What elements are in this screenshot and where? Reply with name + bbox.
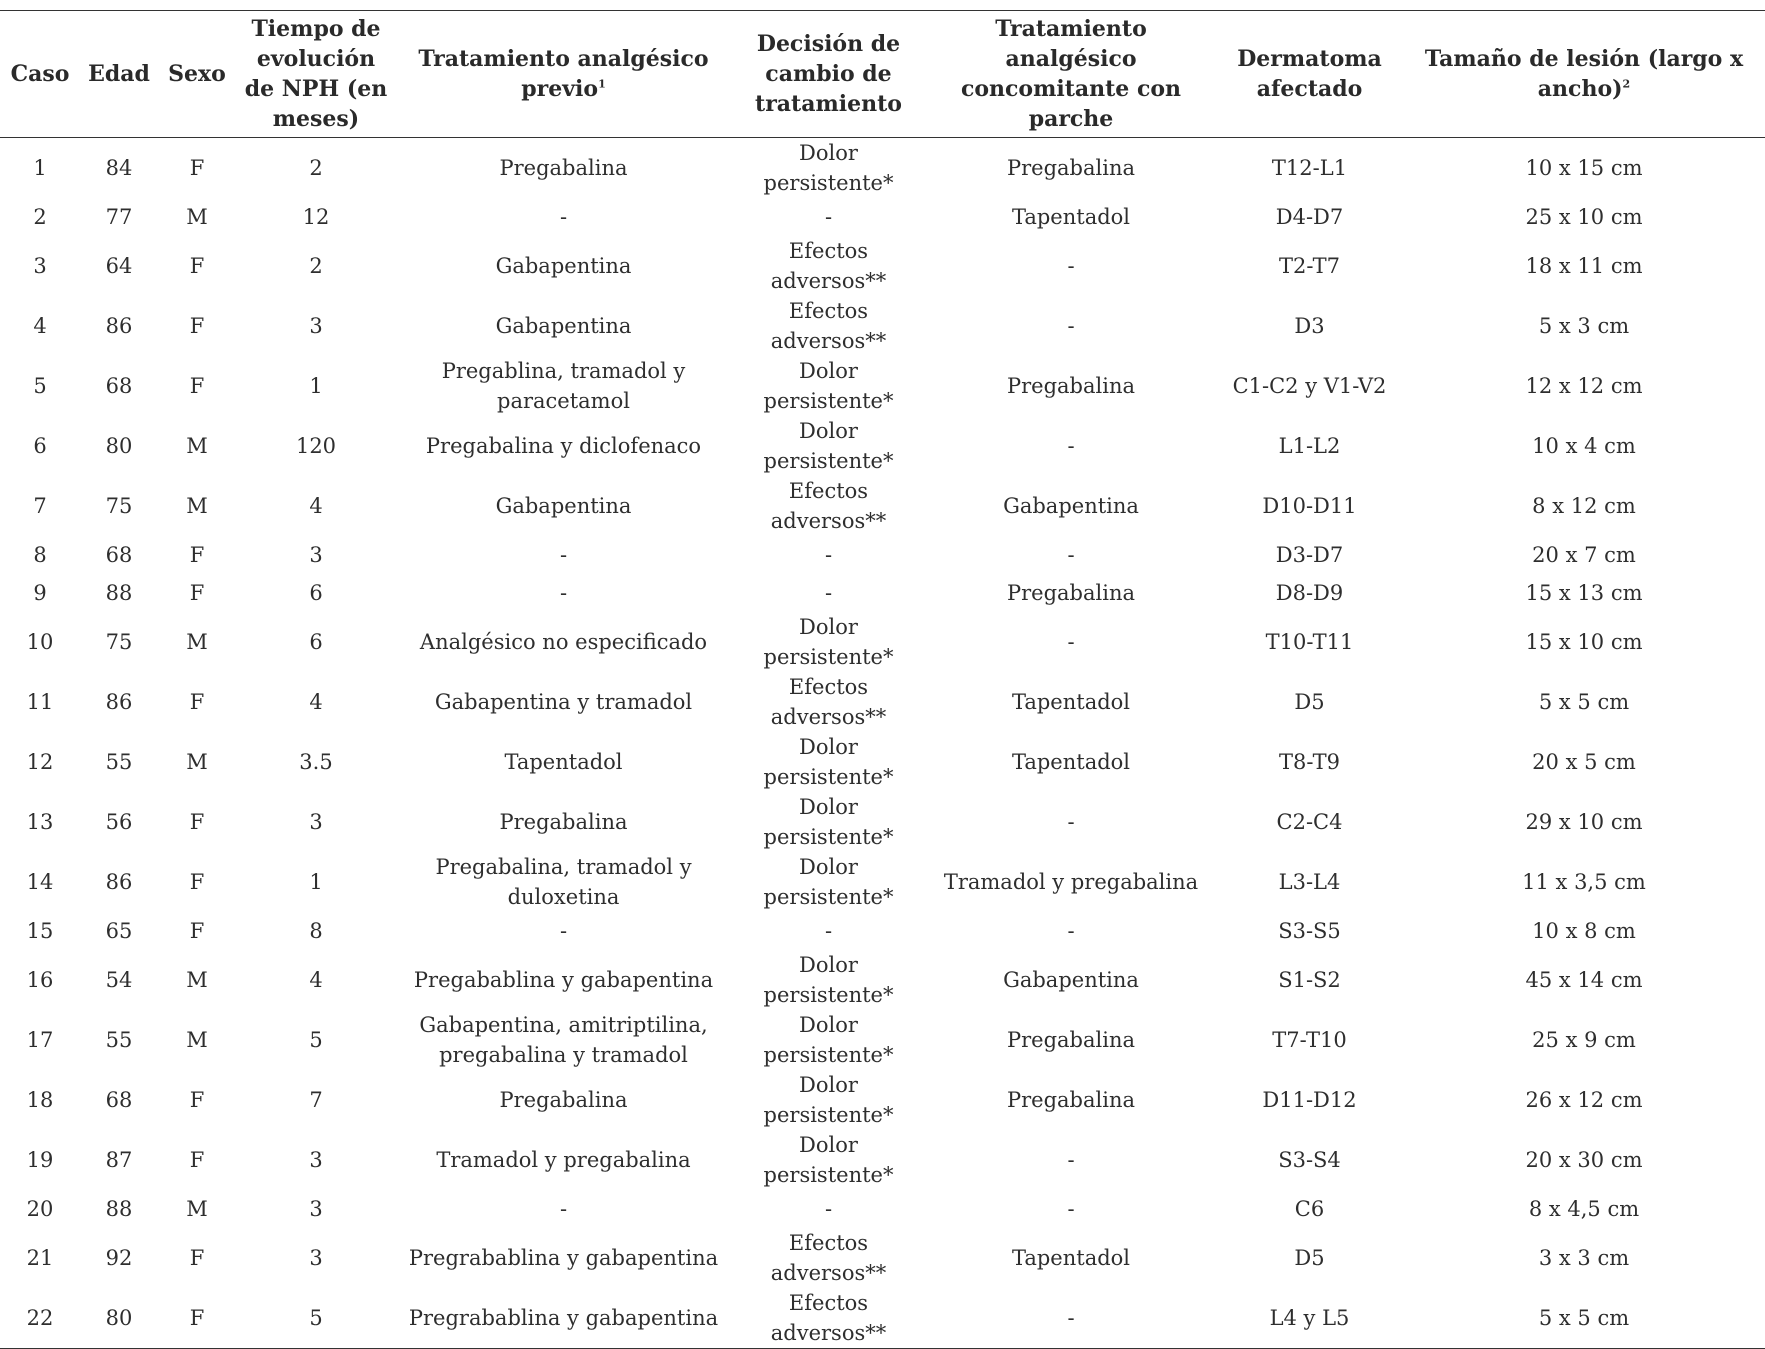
cell-concomitante: Pregabalina bbox=[1007, 1088, 1135, 1112]
table-row bbox=[0, 852, 1765, 912]
cell-dermatoma: C2-C4 bbox=[1276, 810, 1343, 834]
cell-tiempo: 2 bbox=[309, 254, 323, 278]
cell-concomitante: Pregabalina bbox=[1007, 581, 1135, 605]
cell-sexo: F bbox=[189, 1148, 205, 1172]
cell-caso: 18 bbox=[26, 1088, 54, 1112]
cell-sexo: F bbox=[189, 543, 205, 567]
cell-caso: 12 bbox=[26, 750, 54, 774]
table-row bbox=[0, 1190, 1765, 1228]
cell-concomitante: Tapentadol bbox=[1011, 205, 1131, 229]
cell-tratamiento-previo: Gabapentina bbox=[495, 494, 632, 518]
cell-sexo: F bbox=[189, 156, 205, 180]
cell-sexo: M bbox=[186, 750, 208, 774]
table-body bbox=[0, 138, 1765, 1349]
cell-sexo: M bbox=[186, 494, 208, 518]
cell-caso: 2 bbox=[33, 205, 47, 229]
header-tratamiento-previo bbox=[396, 11, 731, 138]
header-row bbox=[0, 11, 1765, 138]
cell-decision: Efectos adversos** bbox=[770, 479, 887, 533]
cell-edad: 77 bbox=[105, 205, 133, 229]
table-row bbox=[0, 198, 1765, 236]
header-tratamiento-previo-label: Tratamiento analgésico previo bbox=[418, 46, 709, 102]
cell-edad: 88 bbox=[105, 581, 133, 605]
cell-concomitante: Pregabalina bbox=[1007, 374, 1135, 398]
cell-sexo: F bbox=[189, 919, 205, 943]
header-dermatoma: Dermatoma afectado bbox=[1237, 46, 1382, 102]
cell-tiempo: 120 bbox=[295, 434, 337, 458]
table-row bbox=[0, 912, 1765, 950]
table-row bbox=[0, 536, 1765, 574]
header-tamano-label: Tamaño de lesión (largo x ancho) bbox=[1424, 46, 1744, 102]
cell-dermatoma: L3-L4 bbox=[1278, 870, 1341, 894]
cell-tamano: 29 x 10 cm bbox=[1525, 810, 1643, 834]
cell-caso: 15 bbox=[26, 919, 54, 943]
cell-tamano: 5 x 3 cm bbox=[1538, 314, 1630, 338]
cell-tamano: 3 x 3 cm bbox=[1538, 1246, 1630, 1270]
cell-sexo: M bbox=[186, 434, 208, 458]
cell-tamano: 10 x 8 cm bbox=[1532, 919, 1636, 943]
cell-decision: Dolor persistente* bbox=[763, 1013, 894, 1067]
cell-tratamiento-previo: - bbox=[559, 919, 568, 943]
cell-edad: 55 bbox=[105, 1028, 133, 1052]
cell-tamano: 20 x 5 cm bbox=[1532, 750, 1636, 774]
cell-tiempo: 5 bbox=[309, 1306, 323, 1330]
footnote-marker-1: 1 bbox=[598, 77, 606, 91]
cell-tiempo: 3 bbox=[309, 543, 323, 567]
cell-tiempo: 6 bbox=[309, 630, 323, 654]
cell-dermatoma: D3-D7 bbox=[1275, 543, 1344, 567]
cell-tamano: 5 x 5 cm bbox=[1538, 1306, 1630, 1330]
cell-concomitante: Tapentadol bbox=[1011, 750, 1131, 774]
cell-edad: 86 bbox=[105, 314, 133, 338]
cell-sexo: M bbox=[186, 1197, 208, 1221]
cell-decision: Dolor persistente* bbox=[763, 1133, 894, 1187]
cell-dermatoma: D5 bbox=[1294, 1246, 1325, 1270]
cell-sexo: M bbox=[186, 205, 208, 229]
cell-dermatoma: C1-C2 y V1-V2 bbox=[1232, 374, 1387, 398]
cell-tiempo: 6 bbox=[309, 581, 323, 605]
cell-tamano: 12 x 12 cm bbox=[1525, 374, 1643, 398]
cell-sexo: F bbox=[189, 1306, 205, 1330]
table-row bbox=[0, 732, 1765, 792]
table-row bbox=[0, 1228, 1765, 1288]
cell-tratamiento-previo: - bbox=[559, 543, 568, 567]
cell-dermatoma: D4-D7 bbox=[1275, 205, 1344, 229]
cell-dermatoma: D3 bbox=[1294, 314, 1325, 338]
cell-tamano: 20 x 7 cm bbox=[1532, 543, 1636, 567]
cell-concomitante: - bbox=[1067, 1148, 1075, 1172]
cell-concomitante: Gabapentina bbox=[1003, 968, 1139, 992]
table-container bbox=[0, 10, 1765, 1349]
table-row bbox=[0, 416, 1765, 476]
cell-dermatoma: T2-T7 bbox=[1278, 254, 1341, 278]
header-concomitante: Tratamiento analgésico concomitante con parche bbox=[960, 16, 1182, 132]
cell-edad: 84 bbox=[105, 156, 133, 180]
cell-tiempo: 2 bbox=[309, 156, 323, 180]
cell-tamano: 8 x 4,5 cm bbox=[1528, 1197, 1640, 1221]
cell-dermatoma: T10-T11 bbox=[1265, 630, 1354, 654]
cell-sexo: M bbox=[186, 1028, 208, 1052]
cell-sexo: M bbox=[186, 630, 208, 654]
cell-decision: Dolor persistente* bbox=[763, 359, 894, 413]
cell-tamano: 45 x 14 cm bbox=[1525, 968, 1643, 992]
cell-caso: 4 bbox=[33, 314, 47, 338]
cell-dermatoma: L1-L2 bbox=[1278, 434, 1341, 458]
header-tamano bbox=[1403, 11, 1765, 138]
table-row bbox=[0, 1288, 1765, 1349]
cell-tratamiento-previo: Pregabalina bbox=[499, 810, 628, 834]
cell-edad: 80 bbox=[105, 1306, 133, 1330]
cell-concomitante: - bbox=[1067, 1197, 1075, 1221]
cell-caso: 5 bbox=[33, 374, 47, 398]
cell-decision: - bbox=[824, 1197, 833, 1221]
cell-tiempo: 3 bbox=[309, 314, 323, 338]
cell-tamano: 15 x 13 cm bbox=[1525, 581, 1643, 605]
cell-tiempo: 3 bbox=[309, 1148, 323, 1172]
cell-tratamiento-previo: Pregabalina, tramadol y duloxetina bbox=[435, 855, 692, 909]
cell-decision: Dolor persistente* bbox=[763, 735, 894, 789]
cell-sexo: F bbox=[189, 314, 205, 338]
cell-tamano: 10 x 15 cm bbox=[1525, 156, 1643, 180]
cell-sexo: F bbox=[189, 690, 205, 714]
cell-tiempo: 1 bbox=[309, 870, 323, 894]
cell-tratamiento-previo: Gabapentina bbox=[495, 254, 632, 278]
cell-tratamiento-previo: Pregabalina bbox=[499, 156, 628, 180]
cell-tamano: 11 x 3,5 cm bbox=[1522, 870, 1646, 894]
header-edad: Edad bbox=[88, 61, 150, 87]
cell-decision: Dolor persistente* bbox=[763, 795, 894, 849]
table-row bbox=[0, 672, 1765, 732]
cell-edad: 64 bbox=[105, 254, 133, 278]
header-caso: Caso bbox=[10, 61, 70, 87]
table-row bbox=[0, 1010, 1765, 1070]
cell-concomitante: - bbox=[1067, 919, 1075, 943]
table-row bbox=[0, 236, 1765, 296]
table-row bbox=[0, 1070, 1765, 1130]
cell-decision: Dolor persistente* bbox=[763, 419, 894, 473]
table-row bbox=[0, 356, 1765, 416]
cell-tiempo: 8 bbox=[309, 919, 323, 943]
cell-tamano: 20 x 30 cm bbox=[1525, 1148, 1643, 1172]
cell-tratamiento-previo: Pregrabablina y gabapentina bbox=[408, 1306, 719, 1330]
cell-tratamiento-previo: Gabapentina, amitriptilina, pregabalina y tramadol bbox=[419, 1013, 708, 1067]
cell-edad: 68 bbox=[105, 1088, 133, 1112]
cell-caso: 21 bbox=[26, 1246, 54, 1270]
cell-caso: 14 bbox=[26, 870, 54, 894]
cell-decision: Dolor persistente* bbox=[763, 615, 894, 669]
cell-tiempo: 12 bbox=[302, 205, 330, 229]
cell-caso: 8 bbox=[33, 543, 47, 567]
cell-decision: Efectos adversos** bbox=[770, 239, 887, 293]
cell-dermatoma: T8-T9 bbox=[1278, 750, 1341, 774]
cell-concomitante: - bbox=[1067, 630, 1075, 654]
cell-decision: Dolor persistente* bbox=[763, 855, 894, 909]
cell-tratamiento-previo: Tramadol y pregabalina bbox=[436, 1148, 691, 1172]
cell-tratamiento-previo: Pregabalina y diclofenaco bbox=[425, 434, 702, 458]
cell-tratamiento-previo: Pregrabablina y gabapentina bbox=[408, 1246, 719, 1270]
cell-caso: 20 bbox=[26, 1197, 54, 1221]
cell-dermatoma: T7-T10 bbox=[1272, 1028, 1347, 1052]
cell-dermatoma: S1-S2 bbox=[1278, 968, 1341, 992]
cell-dermatoma: S3-S5 bbox=[1278, 919, 1341, 943]
cell-tamano: 10 x 4 cm bbox=[1532, 434, 1636, 458]
cell-tiempo: 4 bbox=[309, 690, 323, 714]
cell-tiempo: 3 bbox=[309, 1197, 323, 1221]
table-row bbox=[0, 1130, 1765, 1190]
cell-tratamiento-previo: - bbox=[559, 205, 568, 229]
header-tiempo: Tiempo de evolución de NPH (en meses) bbox=[244, 16, 388, 132]
cell-dermatoma: T12-L1 bbox=[1271, 156, 1348, 180]
cell-edad: 87 bbox=[105, 1148, 133, 1172]
cell-edad: 65 bbox=[105, 919, 133, 943]
cell-concomitante: Gabapentina bbox=[1003, 494, 1139, 518]
cell-caso: 1 bbox=[33, 156, 47, 180]
cell-dermatoma: D5 bbox=[1294, 690, 1325, 714]
cell-tratamiento-previo: Gabapentina y tramadol bbox=[434, 690, 693, 714]
cell-tratamiento-previo: Tapentadol bbox=[504, 750, 623, 774]
cell-tiempo: 3.5 bbox=[299, 750, 333, 774]
table-row bbox=[0, 476, 1765, 536]
cell-edad: 80 bbox=[105, 434, 133, 458]
cell-tamano: 25 x 9 cm bbox=[1532, 1028, 1636, 1052]
cell-caso: 3 bbox=[33, 254, 47, 278]
cell-decision: Dolor persistente* bbox=[763, 141, 894, 195]
cell-concomitante: - bbox=[1067, 254, 1075, 278]
cell-decision: Efectos adversos** bbox=[770, 675, 887, 729]
cell-decision: Dolor persistente* bbox=[763, 953, 894, 1007]
cell-edad: 75 bbox=[105, 630, 133, 654]
table-header bbox=[0, 11, 1765, 138]
cell-edad: 88 bbox=[105, 1197, 133, 1221]
cell-caso: 10 bbox=[26, 630, 54, 654]
cell-sexo: F bbox=[189, 1088, 205, 1112]
cell-edad: 56 bbox=[105, 810, 133, 834]
cell-caso: 19 bbox=[26, 1148, 54, 1172]
cell-dermatoma: D8-D9 bbox=[1275, 581, 1344, 605]
cell-dermatoma: D11-D12 bbox=[1262, 1088, 1357, 1112]
cell-caso: 11 bbox=[26, 690, 54, 714]
table-row bbox=[0, 574, 1765, 612]
cell-tratamiento-previo: Pregabablina y gabapentina bbox=[413, 968, 714, 992]
cell-concomitante: Tapentadol bbox=[1011, 1246, 1131, 1270]
cell-sexo: F bbox=[189, 1246, 205, 1270]
cell-edad: 68 bbox=[105, 374, 133, 398]
cell-dermatoma: L4 y L5 bbox=[1269, 1306, 1350, 1330]
cell-concomitante: - bbox=[1067, 314, 1075, 338]
cell-dermatoma: D10-D11 bbox=[1262, 494, 1357, 518]
cell-concomitante: - bbox=[1067, 1306, 1075, 1330]
cell-sexo: F bbox=[189, 581, 205, 605]
cell-concomitante: - bbox=[1067, 810, 1075, 834]
cell-decision: - bbox=[824, 543, 833, 567]
cell-sexo: F bbox=[189, 254, 205, 278]
cell-sexo: F bbox=[189, 810, 205, 834]
cell-tamano: 18 x 11 cm bbox=[1525, 254, 1643, 278]
table-row bbox=[0, 138, 1765, 199]
footnote-marker-2: 2 bbox=[1622, 77, 1631, 91]
cell-decision: Efectos adversos** bbox=[770, 1231, 887, 1285]
cell-tiempo: 4 bbox=[309, 494, 323, 518]
cell-concomitante: Tramadol y pregabalina bbox=[943, 870, 1199, 894]
cell-edad: 68 bbox=[105, 543, 133, 567]
header-decision: Decisión de cambio de tratamiento bbox=[755, 31, 902, 117]
cell-decision: Dolor persistente* bbox=[763, 1073, 894, 1127]
cell-edad: 92 bbox=[105, 1246, 133, 1270]
cell-concomitante: Pregabalina bbox=[1007, 1028, 1135, 1052]
cell-tiempo: 4 bbox=[309, 968, 323, 992]
cell-caso: 17 bbox=[26, 1028, 54, 1052]
cell-sexo: F bbox=[189, 870, 205, 894]
cell-caso: 22 bbox=[26, 1306, 54, 1330]
cell-concomitante: Tapentadol bbox=[1011, 690, 1131, 714]
cell-concomitante: Pregabalina bbox=[1007, 156, 1135, 180]
cell-dermatoma: C6 bbox=[1294, 1197, 1325, 1221]
cell-caso: 13 bbox=[26, 810, 54, 834]
cell-edad: 86 bbox=[105, 870, 133, 894]
table-row bbox=[0, 612, 1765, 672]
patient-table bbox=[0, 10, 1765, 1349]
cell-tiempo: 1 bbox=[309, 374, 323, 398]
header-sexo: Sexo bbox=[168, 61, 226, 87]
cell-edad: 86 bbox=[105, 690, 133, 714]
cell-caso: 6 bbox=[33, 434, 47, 458]
cell-tamano: 8 x 12 cm bbox=[1532, 494, 1636, 518]
cell-tiempo: 5 bbox=[309, 1028, 323, 1052]
cell-tratamiento-previo: Pregablina, tramadol y paracetamol bbox=[441, 359, 686, 413]
cell-decision: Efectos adversos** bbox=[770, 1291, 887, 1345]
cell-decision: Efectos adversos** bbox=[770, 299, 887, 353]
cell-edad: 75 bbox=[105, 494, 133, 518]
cell-tratamiento-previo: Gabapentina bbox=[495, 314, 632, 338]
cell-edad: 54 bbox=[105, 968, 133, 992]
cell-tamano: 5 x 5 cm bbox=[1538, 690, 1630, 714]
cell-decision: - bbox=[824, 919, 833, 943]
table-row bbox=[0, 950, 1765, 1010]
table-row bbox=[0, 792, 1765, 852]
cell-concomitante: - bbox=[1067, 543, 1075, 567]
cell-caso: 7 bbox=[33, 494, 47, 518]
cell-concomitante: - bbox=[1067, 434, 1075, 458]
cell-tiempo: 3 bbox=[309, 1246, 323, 1270]
cell-sexo: F bbox=[189, 374, 205, 398]
cell-tamano: 15 x 10 cm bbox=[1525, 630, 1643, 654]
cell-tiempo: 3 bbox=[309, 810, 323, 834]
cell-tratamiento-previo: Analgésico no especificado bbox=[419, 630, 708, 654]
cell-edad: 55 bbox=[105, 750, 133, 774]
cell-sexo: M bbox=[186, 968, 208, 992]
table-row bbox=[0, 296, 1765, 356]
cell-decision: - bbox=[824, 581, 833, 605]
cell-tamano: 25 x 10 cm bbox=[1525, 205, 1643, 229]
cell-tratamiento-previo: - bbox=[559, 1197, 568, 1221]
cell-caso: 9 bbox=[33, 581, 47, 605]
cell-tamano: 26 x 12 cm bbox=[1525, 1088, 1643, 1112]
cell-tratamiento-previo: Pregabalina bbox=[499, 1088, 628, 1112]
cell-dermatoma: S3-S4 bbox=[1278, 1148, 1341, 1172]
cell-decision: - bbox=[824, 205, 833, 229]
cell-tratamiento-previo: - bbox=[559, 581, 568, 605]
cell-caso: 16 bbox=[26, 968, 54, 992]
cell-tiempo: 7 bbox=[309, 1088, 323, 1112]
